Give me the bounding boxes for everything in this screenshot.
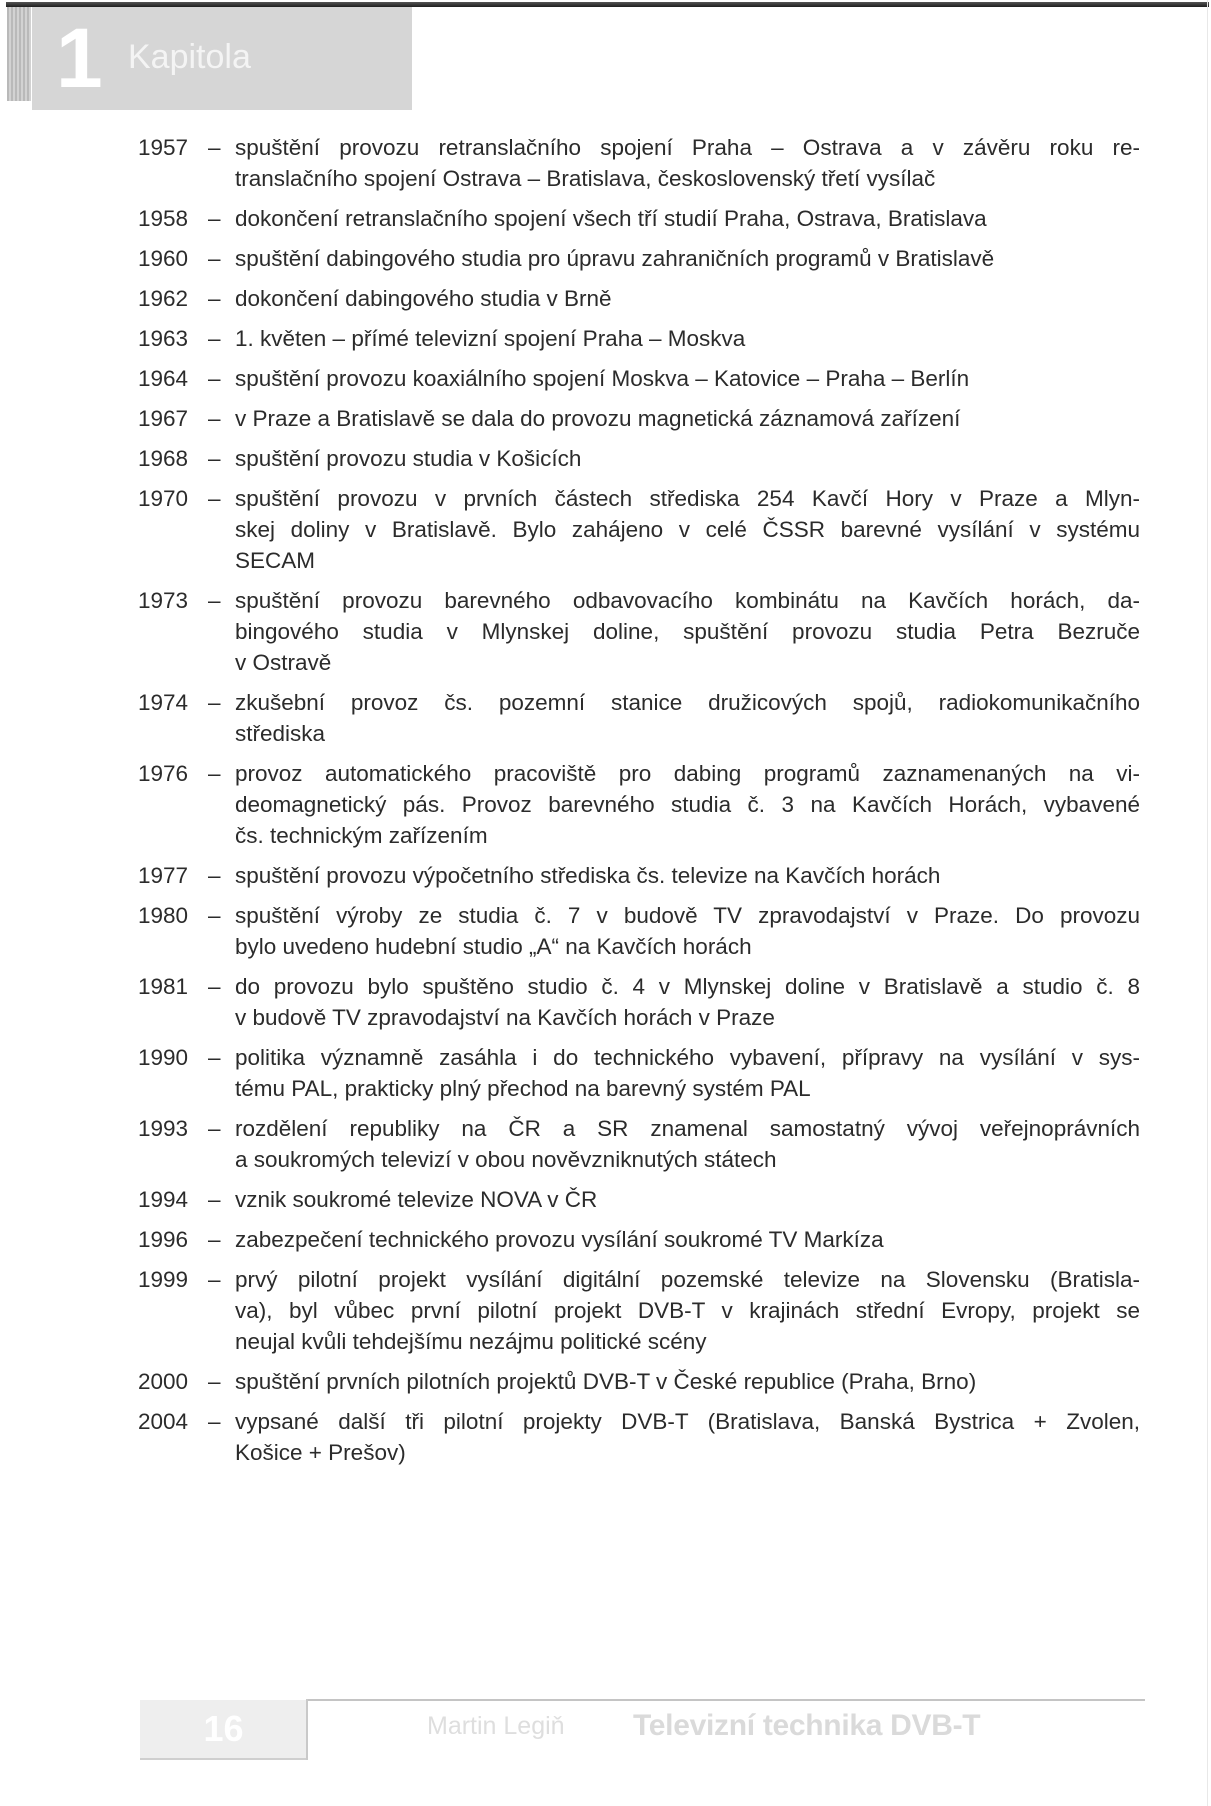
entry-text — [235, 971, 1140, 1033]
entry-text — [235, 1042, 1140, 1104]
timeline-entry — [138, 443, 1140, 474]
entry-text — [235, 323, 1140, 354]
entry-year: 1963 — [138, 326, 189, 351]
entry-year: 1962 — [138, 286, 189, 311]
entry-year: 1960 — [138, 246, 189, 271]
timeline-entry — [138, 585, 1140, 678]
entry-dash: – — [208, 326, 221, 351]
entry-text-line: čs. technickým zařízením — [235, 823, 488, 848]
entry-year: 1968 — [138, 446, 189, 471]
entry-text-line: bylo uvedeno hudební studio „A“ na Kavčích horách — [235, 934, 752, 959]
timeline-entry — [138, 687, 1140, 749]
entry-year: 1999 — [138, 1267, 189, 1292]
timeline-entry — [138, 323, 1140, 354]
entry-year: 1964 — [138, 366, 189, 391]
timeline-entry — [138, 860, 1140, 891]
entry-dash: – — [208, 761, 221, 786]
timeline-entry — [138, 283, 1140, 314]
entry-dash: – — [208, 1409, 221, 1434]
timeline-entry — [138, 900, 1140, 962]
page-edge — [1207, 0, 1208, 1806]
entry-text — [235, 1264, 1140, 1357]
entry-text — [235, 483, 1140, 576]
entry-text-line: do provozu bylo spuštěno studio č. 4 v Mlynskej doline v Bratislavě a studio č. 8 — [235, 974, 1140, 999]
entry-text — [235, 1113, 1140, 1175]
entry-text-line: Košice + Prešov) — [235, 1440, 406, 1465]
entry-text-line: spuštění provozu retranslačního spojení Praha – Ostrava a v závěru roku re- — [235, 135, 1140, 160]
entry-year: 1958 — [138, 206, 189, 231]
footer-author: Martin Legiň — [427, 1712, 565, 1740]
entry-text-line: dokončení retranslačního spojení všech tří studií Praha, Ostrava, Bratislava — [235, 206, 987, 231]
entry-text-line: spuštění výroby ze studia č. 7 v budově TV zpravodajství v Praze. Do provozu — [235, 903, 1140, 928]
entry-text-line: spuštění provozu studia v Košicích — [235, 446, 582, 471]
timeline-entry — [138, 203, 1140, 234]
page-number: 16 — [203, 1708, 244, 1749]
entry-year: 2004 — [138, 1409, 189, 1434]
entry-text-line: spuštění provozu v prvních částech střediska 254 Kavčí Hory v Praze a Mlyn- — [235, 486, 1140, 511]
timeline-entry — [138, 243, 1140, 274]
entry-text-line: tému PAL, prakticky plný přechod na barevný systém PAL — [235, 1076, 811, 1101]
entry-text-line: vznik soukromé televize NOVA v ČR — [235, 1187, 598, 1212]
entry-dash: – — [208, 1369, 221, 1394]
entry-dash: – — [208, 974, 221, 999]
entry-text-line: spuštění provozu výpočetního střediska čs. televize na Kavčích horách — [235, 863, 941, 888]
entry-text-line: neujal kvůli tehdejšímu nezájmu politické scény — [235, 1329, 707, 1354]
entry-text-line: translačního spojení Ostrava – Bratislava, československý třetí vysílač — [235, 166, 936, 191]
entry-text — [235, 758, 1140, 851]
entry-year: 1970 — [138, 486, 189, 511]
entry-year: 2000 — [138, 1369, 189, 1394]
entry-year: 1974 — [138, 690, 189, 715]
entry-text-line: provoz automatického pracoviště pro dabing programů zaznamenaných na vi- — [235, 761, 1140, 786]
entry-year: 1977 — [138, 863, 189, 888]
chapter-label: Kapitola — [128, 38, 251, 76]
entry-text — [235, 1184, 1140, 1215]
timeline-entry — [138, 1224, 1140, 1255]
entry-text — [235, 687, 1140, 749]
page-number-box — [140, 1700, 307, 1760]
entry-year: 1993 — [138, 1116, 189, 1141]
entry-year: 1957 — [138, 135, 189, 160]
footer-divider — [306, 1699, 308, 1760]
entry-text-line: v Praze a Bratislavě se dala do provozu magnetická záznamová zařízení — [235, 406, 961, 431]
entry-text-line: spuštění dabingového studia pro úpravu zahraničních programů v Bratislavě — [235, 246, 995, 271]
timeline-list — [138, 132, 1140, 1477]
entry-text-line: politika významně zasáhla i do technického vybavení, přípravy na vysílání v sys- — [235, 1045, 1140, 1070]
entry-text-line: spuštění provozu barevného odbavovacího kombinátu na Kavčích horách, da- — [235, 588, 1140, 613]
timeline-entry — [138, 1184, 1140, 1215]
entry-dash: – — [208, 486, 221, 511]
timeline-entry — [138, 971, 1140, 1033]
entry-dash: – — [208, 1045, 221, 1070]
entry-dash: – — [208, 1267, 221, 1292]
entry-year: 1990 — [138, 1045, 189, 1070]
entry-year: 1976 — [138, 761, 189, 786]
entry-dash: – — [208, 206, 221, 231]
entry-text-line: rozdělení republiky na ČR a SR znamenal samostatný vývoj veřejnoprávních — [235, 1116, 1140, 1141]
timeline-entry — [138, 403, 1140, 434]
entry-text-line: prvý pilotní projekt vysílání digitální pozemské televize na Slovensku (Bratisla- — [235, 1267, 1140, 1292]
entry-text — [235, 585, 1140, 678]
entry-dash: – — [208, 135, 221, 160]
entry-text-line: spuštění prvních pilotních projektů DVB-T v České republice (Praha, Brno) — [235, 1369, 977, 1394]
timeline-entry — [138, 132, 1140, 194]
entry-text-line: SECAM — [235, 548, 316, 573]
entry-text — [235, 403, 1140, 434]
entry-text — [235, 1366, 1140, 1397]
entry-text-line: skej doliny v Bratislavě. Bylo zahájeno v celé ČSSR barevné vysílání v systému — [235, 517, 1140, 542]
timeline-entry — [138, 483, 1140, 576]
entry-text — [235, 1224, 1140, 1255]
entry-text-line: zabezpečení technického provozu vysílání soukromé TV Markíza — [235, 1227, 884, 1252]
entry-dash: – — [208, 588, 221, 613]
entry-text-line: spuštění provozu koaxiálního spojení Moskva – Katovice – Praha – Berlín — [235, 366, 970, 391]
entry-text — [235, 443, 1140, 474]
entry-dash: – — [208, 1116, 221, 1141]
entry-year: 1980 — [138, 903, 189, 928]
entry-dash: – — [208, 863, 221, 888]
entry-dash: – — [208, 246, 221, 271]
entry-dash: – — [208, 903, 221, 928]
entry-text-line: vypsané další tři pilotní projekty DVB-T (Bratislava, Banská Bystrica + Zvolen, — [235, 1409, 1140, 1434]
entry-text — [235, 1406, 1140, 1468]
entry-text-line: deomagnetický pás. Provoz barevného studia č. 3 na Kavčích Horách, vybavené — [235, 792, 1140, 817]
entry-text-line: bingového studia v Mlynskej doline, spuštění provozu studia Petra Bezruče — [235, 619, 1140, 644]
entry-dash: – — [208, 366, 221, 391]
entry-text-line: a soukromých televizí v obou nověvzniknutých státech — [235, 1147, 777, 1172]
timeline-entry — [138, 1113, 1140, 1175]
timeline-entry — [138, 1406, 1140, 1468]
entry-text-line: va), byl vůbec první pilotní projekt DVB-T v krajinách střední Evropy, projekt se — [235, 1298, 1140, 1323]
entry-text — [235, 243, 1140, 274]
timeline-entry — [138, 758, 1140, 851]
entry-text — [235, 283, 1140, 314]
entry-year: 1996 — [138, 1227, 189, 1252]
entry-year: 1967 — [138, 406, 189, 431]
entry-dash: – — [208, 286, 221, 311]
entry-text-line: v Ostravě — [235, 650, 332, 675]
entry-text — [235, 860, 1140, 891]
entry-text — [235, 900, 1140, 962]
entry-text — [235, 132, 1140, 194]
timeline-entry — [138, 1264, 1140, 1357]
entry-text-line: v budově TV zpravodajství na Kavčích horách v Praze — [235, 1005, 775, 1030]
entry-dash: – — [208, 446, 221, 471]
footer-book-title: Televizní technika DVB-T — [633, 1709, 981, 1742]
chapter-side-strip — [7, 7, 31, 101]
entry-text — [235, 203, 1140, 234]
entry-dash: – — [208, 406, 221, 431]
entry-text-line: střediska — [235, 721, 326, 746]
entry-text — [235, 363, 1140, 394]
entry-text-line: 1. květen – přímé televizní spojení Praha – Moskva — [235, 326, 746, 351]
entry-year: 1973 — [138, 588, 189, 613]
entry-text-line: dokončení dabingového studia v Brně — [235, 286, 612, 311]
chapter-number: 1 — [56, 11, 103, 105]
entry-dash: – — [208, 690, 221, 715]
entry-dash: – — [208, 1227, 221, 1252]
entry-year: 1981 — [138, 974, 189, 999]
entry-dash: – — [208, 1187, 221, 1212]
entry-year: 1994 — [138, 1187, 189, 1212]
timeline-entry — [138, 1042, 1140, 1104]
entry-text-line: zkušební provoz čs. pozemní stanice družicových spojů, radiokomunikačního — [235, 690, 1140, 715]
footer-rule — [307, 1699, 1145, 1701]
timeline-entry — [138, 363, 1140, 394]
timeline-entry — [138, 1366, 1140, 1397]
